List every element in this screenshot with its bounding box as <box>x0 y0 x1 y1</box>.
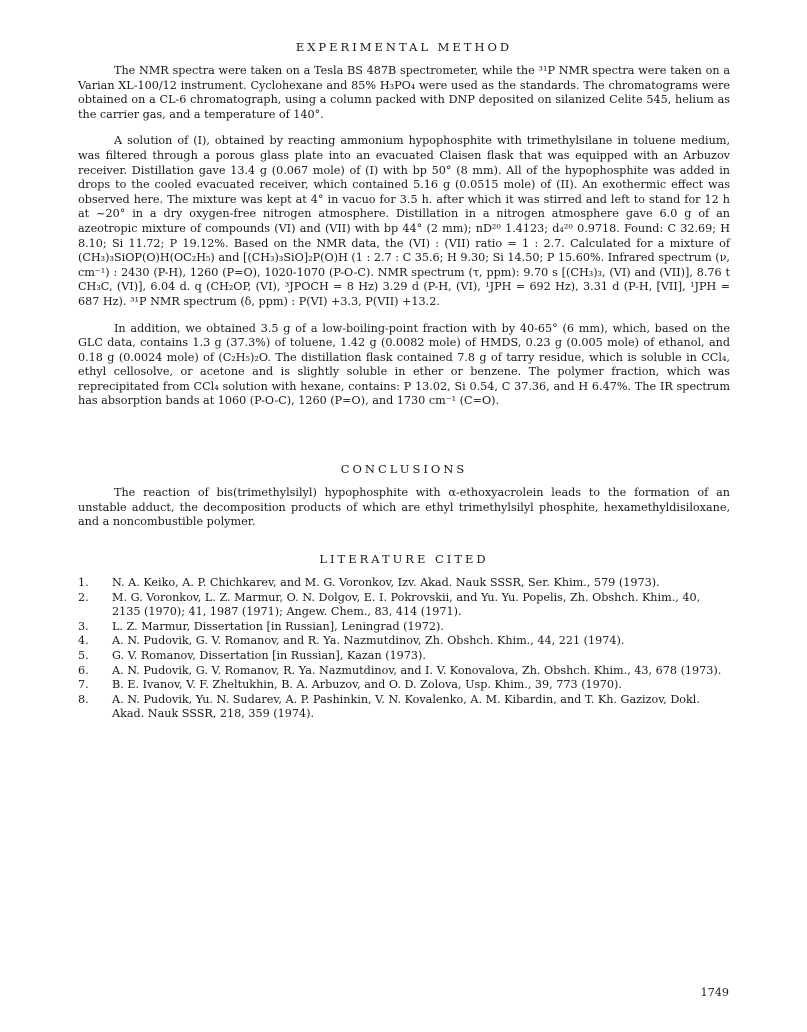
reference-number: 4. <box>78 634 89 648</box>
reference-text: B. E. Ivanov, V. F. Zheltukhin, B. A. Arbuzov, and O. D. Zolova, Usp. Khim., 39, 773 (1970). <box>112 678 622 692</box>
reference-text: G. V. Romanov, Dissertation [in Russian], Kazan (1973). <box>112 648 426 662</box>
reference-text: A. N. Pudovik, G. V. Romanov, and R. Ya. Nazmutdinov, Zh. Obshch. Khim., 44, 221 (1974). <box>112 634 625 648</box>
literature-section <box>78 552 730 722</box>
reference-item <box>78 649 730 664</box>
experimental-paragraph-2: A solution of (I), obtained by reacting ammonium hypophosphite with trimethylsilane in toluene medium, was filtered through a porous glass plate into an evacuated Claisen flask that was equipped with an Arbuzov receiver. Distillation gave 13.4 g (0.067 mole) of (I) with bp 50° (8 mm). All of the hypophosphite was added in drops to the cooled evacuated receiver, which contained 5.16 g (0.0515 mole) of (II). An exothermic effect was observed here. The mixture was kept at 4° in vacuo for 3.5 h. after which it was stirred and left to stand for 12 h at ~20° in a dry oxygen-free nitrogen atmosphere. Distillation in a nitrogen atmosphere gave 6.0 g of an azeotropic mixture of compounds (VI) and (VII) with bp 44° (2 mm); nD²⁰ 1.4123; d₄²⁰ 0.9718. Found: C 32.69; H 8.10; Si 11.72; P 19.12%. Based on the NMR data, the (VI) : (VII) ratio = 1 : 2.7. Calculated for a mixture of (CH₃)₃SiOP(O)H(OC₂H₅) and [(CH₃)₃SiO]₂P(O)H (1 : 2.7 : C 35.6; H 9.30; Si 14.50; P 15.60%. Infrared spectrum (ν, cm⁻¹) : 2430 (P-H), 1260 (P=O), 1020-1070 (P-O-C). NMR spectrum (τ, ppm): 9.70 s [(CH₃)₃, (VI) and (VII)], 8.76 t CH₃C, (VI)], 6.04 d. q (CH₂OP, (VI), ³JPOCH = 8 Hz) 3.29 d (P-H, (VI), ¹JPH = 692 Hz), 3.31 d (P-H, [VII], ¹JPH = 687 Hz). ³¹P NMR spectrum (δ, ppm) : P(VI) +3.3, P(VII) +13.2. <box>78 134 730 308</box>
reference-item <box>78 678 730 693</box>
conclusions-section <box>78 462 730 530</box>
experimental-paragraph-3: In addition, we obtained 3.5 g of a low-boiling-point fraction with by 40-65° (6 mm), which, based on the GLC data, contains 1.3 g (37.3%) of toluene, 1.42 g (0.0082 mole) of HMDS, 0.23 g (0.005 mole) of ethanol, and 0.18 g (0.0024 mole) of (C₂H₅)₂O. The distillation flask contained 7.8 g of tarry residue, which is soluble in CCl₄, ethyl cellosolve, or acetone and is slightly soluble in ether or benzene. The polymer fraction, which was reprecipitated from CCl₄ solution with hexane, contains: P 13.02, Si 0.54, C 37.36, and H 6.47%. The IR spectrum has absorption bands at 1060 (P-O-C), 1260 (P=O), and 1730 cm⁻¹ (C=O). <box>78 321 730 408</box>
literature-heading: LITERATURE CITED <box>319 552 489 566</box>
reference-number: 7. <box>78 678 89 692</box>
reference-text: A. N. Pudovik, Yu. N. Sudarev, A. P. Pashinkin, V. N. Kovalenko, A. M. Kibardin, and T. Kh. Gazizov, Dokl. Akad. Nauk SSSR, 218, 359 (1974). <box>112 692 700 721</box>
reference-number: 2. <box>78 590 89 604</box>
reference-item <box>78 591 730 620</box>
reference-text: A. N. Pudovik, G. V. Romanov, R. Ya. Nazmutdinov, and I. V. Konovalova, Zh. Obshch. Khim., 43, 678 (1973). <box>112 663 722 677</box>
reference-item <box>78 693 730 722</box>
reference-text: L. Z. Marmur, Dissertation [in Russian], Leningrad (1972). <box>112 619 444 633</box>
reference-number: 5. <box>78 648 89 662</box>
reference-item <box>78 576 730 591</box>
reference-item <box>78 634 730 649</box>
reference-number: 8. <box>78 692 89 706</box>
conclusions-heading: CONCLUSIONS <box>340 462 468 476</box>
reference-list <box>78 576 730 722</box>
experimental-paragraph-1: The NMR spectra were taken on a Tesla BS 487B spectrometer, while the ³¹P NMR spectra were taken on a Varian XL-100/12 instrument. Cyclohexane and 85% H₃PO₄ were used as the standards. The chromatograms were obtained on a CL-6 chromatograph, using a column packed with DNP deposited on silanized Celite 545, helium as the carrier gas, and a temperature of 140°. <box>78 64 730 121</box>
reference-item <box>78 620 730 635</box>
reference-number: 1. <box>78 576 89 589</box>
reference-text: M. G. Voronkov, L. Z. Marmur, O. N. Dolgov, E. I. Pokrovskii, and Yu. Yu. Popelis, Zh. Obshch. Khim., 40, 2135 (1970); 41, 1987 (1971); Angew. Chem., 83, 414 (1971). <box>112 590 701 619</box>
page-number: 1749 <box>700 986 729 999</box>
reference-text: N. A. Keiko, A. P. Chichkarev, and M. G. Voronkov, Izv. Akad. Nauk SSSR, Ser. Khim., 579 (1973). <box>112 576 660 589</box>
conclusions-paragraph: The reaction of bis(trimethylsilyl) hypophosphite with α-ethoxyacrolein leads to the formation of an unstable adduct, the decomposition products of which are ethyl trimethylsilyl phosphite, hexamethyldisiloxane, and a noncombustible polymer. <box>78 486 730 529</box>
reference-number: 3. <box>78 619 89 633</box>
reference-number: 6. <box>78 663 89 677</box>
experimental-heading: EXPERIMENTAL METHOD <box>295 40 513 54</box>
experimental-section <box>78 40 730 409</box>
reference-item <box>78 664 730 679</box>
